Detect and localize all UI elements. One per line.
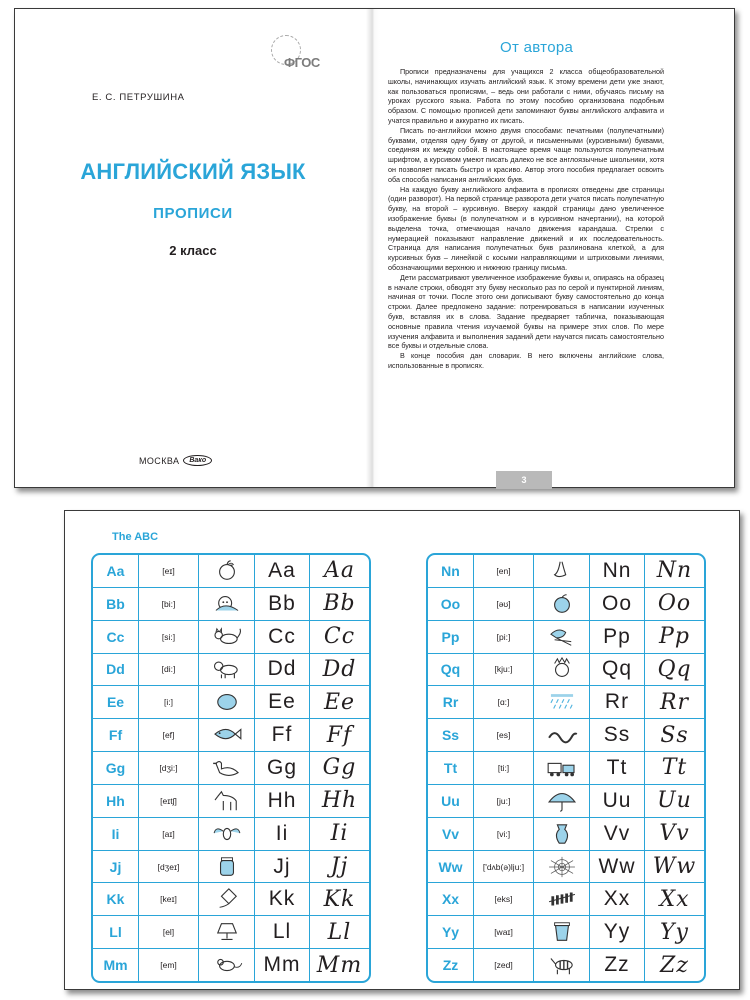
transcription-cell: [zed] — [474, 949, 534, 981]
print-letter-cell: Ii — [255, 818, 310, 850]
letter-cell: Ff — [93, 719, 139, 751]
abc-row — [428, 555, 704, 588]
picture-cell — [534, 686, 590, 718]
apple-icon — [209, 559, 245, 583]
transcription-cell: [pi:] — [474, 621, 534, 653]
picture-cell — [199, 555, 255, 587]
letter-cell: Rr — [428, 686, 474, 718]
nose-icon — [544, 559, 580, 583]
abc-row — [93, 818, 369, 851]
abc-row — [428, 785, 704, 818]
letter-cell: Yy — [428, 916, 474, 948]
letter-cell: Uu — [428, 785, 474, 817]
abc-row — [93, 752, 369, 785]
picture-cell — [199, 851, 255, 883]
abc-row — [428, 818, 704, 851]
preface-paragraph: В конце пособия дан словарик. В него включены английские слова, использованные в прописях. — [388, 351, 664, 370]
transcription-cell: [ti:] — [474, 752, 534, 784]
fish-icon — [209, 723, 245, 747]
transcription-cell: [kju:] — [474, 654, 534, 686]
print-letter-cell: Ss — [590, 719, 645, 751]
dog-icon — [209, 657, 245, 681]
page-number: 3 — [496, 471, 552, 489]
cursive-letter-cell: Yy — [660, 919, 689, 945]
transcription-cell: [si:] — [139, 621, 199, 653]
print-letter-cell: Dd — [255, 654, 310, 686]
transcription-cell: [es] — [474, 719, 534, 751]
xylophone-icon — [544, 887, 580, 911]
abc-row — [428, 752, 704, 785]
fgos-label: ФГОС — [284, 55, 320, 70]
cursive-letter-cell: Ff — [326, 722, 353, 748]
transcription-cell: [ju:] — [474, 785, 534, 817]
cursive-letter-cell: Jj — [330, 854, 349, 880]
letter-cell: Ww — [428, 851, 474, 883]
book-title: АНГЛИЙСКИЙ ЯЗЫК — [80, 159, 306, 184]
picture-cell — [199, 719, 255, 751]
abc-table-left — [91, 553, 371, 983]
print-letter-cell: Nn — [590, 555, 645, 587]
cursive-letter-cell: Zz — [660, 952, 689, 978]
cursive-letter-cell: Xx — [659, 886, 690, 912]
egg-icon — [209, 690, 245, 714]
print-letter-cell: Tt — [590, 752, 645, 784]
picture-cell — [534, 851, 590, 883]
abc-row — [93, 949, 369, 981]
picture-cell — [199, 818, 255, 850]
transcription-cell: ['dʌb(ə)lju:] — [474, 851, 534, 883]
book-grade: 2 класс — [169, 243, 217, 258]
publisher-city: МОСКВА — [139, 455, 180, 466]
cursive-letter-cell: Tt — [661, 755, 688, 781]
picture-cell — [199, 621, 255, 653]
transcription-cell: [ɑ:] — [474, 686, 534, 718]
cursive-letter-cell: Ee — [323, 689, 356, 715]
print-letter-cell: Qq — [590, 654, 645, 686]
picture-cell — [199, 949, 255, 981]
cursive-letter-cell: Ll — [327, 919, 352, 945]
picture-cell — [199, 785, 255, 817]
abc-row — [428, 719, 704, 752]
fgos-logo — [271, 35, 321, 75]
cursive-letter-cell: Gg — [322, 755, 357, 781]
abc-row — [428, 686, 704, 719]
parrot-icon — [544, 625, 580, 649]
cursive-letter-cell: Pp — [659, 624, 690, 650]
letter-cell: Cc — [93, 621, 139, 653]
abc-row — [93, 719, 369, 752]
cursive-letter-cell: Aa — [323, 558, 355, 584]
letter-cell: Oo — [428, 588, 474, 620]
letter-cell: Pp — [428, 621, 474, 653]
abc-grid-left — [93, 555, 369, 981]
cursive-letter-cell: Mm — [316, 952, 363, 978]
picture-cell — [534, 719, 590, 751]
cursive-letter-cell: Kk — [323, 886, 356, 912]
web-icon — [544, 855, 580, 879]
picture-cell — [534, 818, 590, 850]
print-letter-cell: Kk — [255, 883, 310, 915]
preface-paragraph: Прописи предназначены для учащихся 2 класса общеобразовательной школы, начинающих изучать английский язык. К этому времени дети уже знают, как пользоваться прописями, – ведь они работали с ними, обучаясь письму на уроках русского языка. Работа по этому пособию организована подобным образом. С помощью прописей дети запоминают буквы английского алфавита и учатся правильно и аккуратно их писать. — [388, 67, 664, 125]
zebra-icon — [544, 953, 580, 977]
picture-cell — [534, 949, 590, 981]
mouse-icon — [209, 953, 245, 977]
print-letter-cell: Cc — [255, 621, 310, 653]
abc-row — [93, 621, 369, 654]
picture-cell — [199, 883, 255, 915]
letter-cell: Hh — [93, 785, 139, 817]
picture-cell — [534, 883, 590, 915]
picture-cell — [199, 686, 255, 718]
publisher — [139, 455, 212, 466]
abc-row — [93, 916, 369, 949]
letter-cell: Aa — [93, 555, 139, 587]
abc-grid-right — [428, 555, 704, 981]
cursive-letter-cell: Rr — [659, 689, 690, 715]
author-name: Е. С. ПЕТРУШИНА — [92, 92, 185, 103]
print-letter-cell: Ww — [590, 851, 645, 883]
transcription-cell: [waɪ] — [474, 916, 534, 948]
abc-row — [428, 916, 704, 949]
print-letter-cell: Rr — [590, 686, 645, 718]
cursive-letter-cell: Qq — [657, 656, 692, 682]
transcription-cell: [ef] — [139, 719, 199, 751]
orange-icon — [544, 592, 580, 616]
letter-cell: Ee — [93, 686, 139, 718]
transcription-cell: [vi:] — [474, 818, 534, 850]
letter-cell: Gg — [93, 752, 139, 784]
print-letter-cell: Zz — [590, 949, 645, 981]
cursive-letter-cell: Ww — [652, 854, 697, 880]
picture-cell — [534, 654, 590, 686]
picture-cell — [534, 555, 590, 587]
preface-page — [380, 9, 736, 487]
transcription-cell: [dʒi:] — [139, 752, 199, 784]
picture-cell — [534, 588, 590, 620]
transcription-cell: [eɪtʃ] — [139, 785, 199, 817]
print-letter-cell: Ee — [255, 686, 310, 718]
abc-row — [93, 883, 369, 916]
abc-title: The ABC — [112, 531, 159, 543]
queen-icon — [544, 657, 580, 681]
transcription-cell: [el] — [139, 916, 199, 948]
letter-cell: Zz — [428, 949, 474, 981]
transcription-cell: [əʊ] — [474, 588, 534, 620]
cursive-letter-cell: Vv — [659, 821, 690, 847]
book-spread — [14, 8, 735, 488]
preface-body — [388, 67, 664, 371]
abc-row — [93, 785, 369, 818]
abc-table-right — [426, 553, 706, 983]
abc-row — [428, 851, 704, 884]
letter-cell: Kk — [93, 883, 139, 915]
transcription-cell: [di:] — [139, 654, 199, 686]
picture-cell — [534, 916, 590, 948]
abc-row — [428, 621, 704, 654]
abc-row — [428, 949, 704, 981]
print-letter-cell: Hh — [255, 785, 310, 817]
insect-icon — [209, 822, 245, 846]
letter-cell: Jj — [93, 851, 139, 883]
preface-paragraph: Писать по-английски можно двумя способами: печатными (полупечатными) буквами, отделяя одну букву от другой, и письменными (курсивными) буквами, соединяя их между собой. В настоящее время чаще пользуются полупечатным шрифтом, а курсивом умеют писать далеко не все англоязычные школьники, хотя он позволяет писать быстро и красиво. Автор этого пособия предлагает освоить оба способа написания английских букв. — [388, 125, 664, 184]
abc-row — [428, 588, 704, 621]
picture-cell — [534, 752, 590, 784]
cursive-letter-cell: Dd — [322, 656, 357, 682]
transcription-cell: [i:] — [139, 686, 199, 718]
preface-paragraph: Дети рассматривают увеличенное изображение буквы и, опираясь на образец в начале строки, обводят эту букву несколько раз по серой и пунктирной линиям, начиная от точки. После этого они дописывают букву самостоятельно до конца строки. Далее предложено задание: потренироваться в написании изученных букв, вставляя их в слова. Задание предваряет табличка, показывающая основные правила чтения изучаемой буквы на примере этих слов. По мере изучения алфавита и выполнения заданий дети научатся писать самостоятельно все буквы и отдельные слова. — [388, 272, 664, 351]
letter-cell: Bb — [93, 588, 139, 620]
abc-row — [93, 654, 369, 687]
cursive-letter-cell: Nn — [656, 558, 693, 584]
lamp-icon — [209, 920, 245, 944]
print-letter-cell: Uu — [590, 785, 645, 817]
transcription-cell: [aɪ] — [139, 818, 199, 850]
print-letter-cell: Jj — [255, 851, 310, 883]
publisher-logo: Вако — [183, 455, 212, 466]
print-letter-cell: Vv — [590, 818, 645, 850]
print-letter-cell: Ff — [255, 719, 310, 751]
umbrella-icon — [544, 789, 580, 813]
transcription-cell: [keɪ] — [139, 883, 199, 915]
rain-icon — [544, 690, 580, 714]
snake-icon — [544, 723, 580, 747]
title-page — [15, 9, 373, 487]
goose-icon — [209, 756, 245, 780]
print-letter-cell: Xx — [590, 883, 645, 915]
transcription-cell: [en] — [474, 555, 534, 587]
jar-icon — [209, 855, 245, 879]
cat-icon — [209, 625, 245, 649]
letter-cell: Ss — [428, 719, 474, 751]
picture-cell — [199, 588, 255, 620]
cursive-letter-cell: Oo — [657, 591, 692, 617]
letter-cell: Xx — [428, 883, 474, 915]
letter-cell: Vv — [428, 818, 474, 850]
print-letter-cell: Mm — [255, 949, 310, 981]
print-letter-cell: Pp — [590, 621, 645, 653]
baby-icon — [209, 592, 245, 616]
book-subtitle: ПРОПИСИ — [153, 205, 233, 222]
cursive-letter-cell: Ss — [660, 722, 689, 748]
picture-cell — [534, 785, 590, 817]
cursive-letter-cell: Hh — [321, 788, 358, 814]
abc-row — [93, 686, 369, 719]
letter-cell: Ll — [93, 916, 139, 948]
transcription-cell: [dʒeɪ] — [139, 851, 199, 883]
picture-cell — [534, 621, 590, 653]
print-letter-cell: Aa — [255, 555, 310, 587]
transcription-cell: [eks] — [474, 883, 534, 915]
abc-row — [93, 555, 369, 588]
abc-row — [428, 654, 704, 687]
print-letter-cell: Gg — [255, 752, 310, 784]
print-letter-cell: Oo — [590, 588, 645, 620]
picture-cell — [199, 916, 255, 948]
print-letter-cell: Yy — [590, 916, 645, 948]
vase-icon — [544, 822, 580, 846]
cursive-letter-cell: Bb — [323, 591, 356, 617]
letter-cell: Mm — [93, 949, 139, 981]
abc-page — [64, 510, 740, 990]
horse-icon — [209, 789, 245, 813]
preface-heading: От автора — [500, 39, 574, 56]
letter-cell: Nn — [428, 555, 474, 587]
print-letter-cell: Bb — [255, 588, 310, 620]
kite-icon — [209, 887, 245, 911]
letter-cell: Dd — [93, 654, 139, 686]
picture-cell — [199, 654, 255, 686]
transcription-cell: [eɪ] — [139, 555, 199, 587]
cursive-letter-cell: Cc — [323, 624, 356, 650]
print-letter-cell: Ll — [255, 916, 310, 948]
letter-cell: Tt — [428, 752, 474, 784]
picture-cell — [199, 752, 255, 784]
transcription-cell: [bi:] — [139, 588, 199, 620]
letter-cell: Ii — [93, 818, 139, 850]
abc-row — [93, 851, 369, 884]
letter-cell: Qq — [428, 654, 474, 686]
yoghurt-icon — [544, 920, 580, 944]
cursive-letter-cell: Ii — [330, 821, 349, 847]
abc-row — [93, 588, 369, 621]
train-icon — [544, 756, 580, 780]
abc-row — [428, 883, 704, 916]
preface-paragraph: На каждую букву английского алфавита в прописях отведены две страницы (один разворот). На первой странице разворота дети учатся писать полупечатную букву, на второй – курсивную. Вверху каждой страницы дано увеличенное изображение буквы (в полупечатном и в курсивном начертании), на которой выделена точка, отмечающая начало движения карандаша. Стрелки с нумерацией показывают направление движений и их последовательность. Страница для написания полупечатных букв разлинована клеткой, а для курсивных букв – линейкой с косыми направляющими и штриховыми линиями, обозначающими верхнюю и нижнюю границу письма. — [388, 184, 664, 272]
cursive-letter-cell: Uu — [657, 788, 692, 814]
transcription-cell: [em] — [139, 949, 199, 981]
